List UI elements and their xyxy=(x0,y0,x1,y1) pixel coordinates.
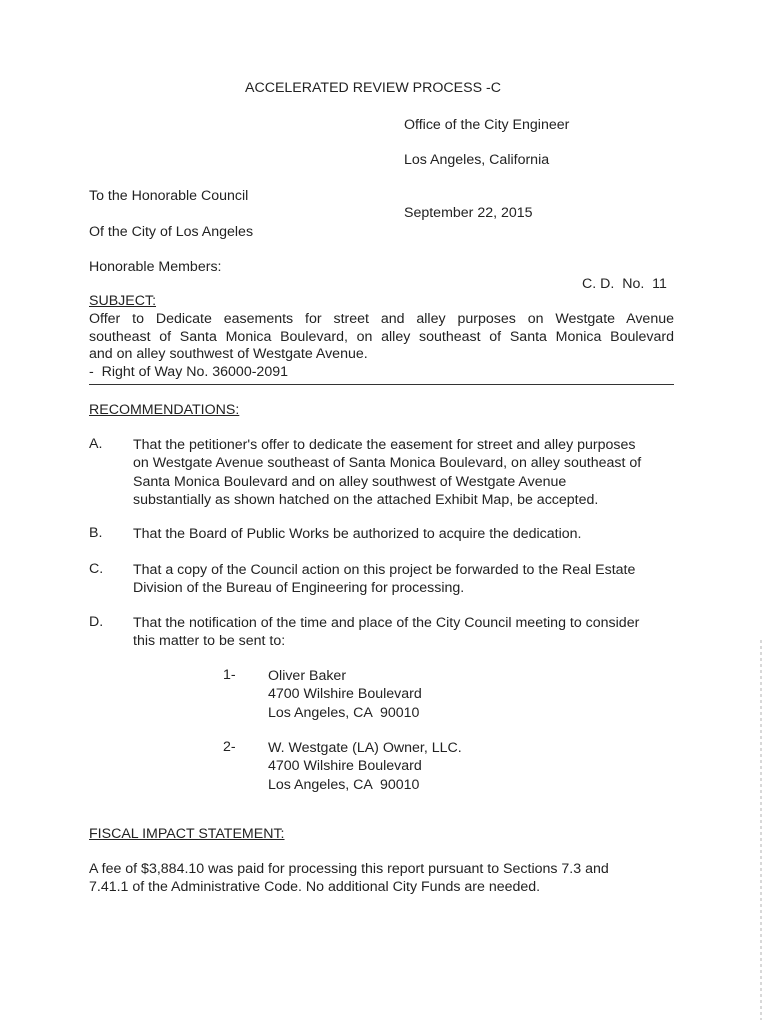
recipient-address xyxy=(268,739,462,794)
recommendation-letter-b: B. xyxy=(89,525,103,541)
recommendation-line: That the notification of the time and place of the City Council meeting to consider xyxy=(133,615,640,631)
recipient-city: Los Angeles, CA 90010 xyxy=(268,704,420,721)
document-date: September 22, 2015 xyxy=(404,205,533,221)
recommendation-line: That the petitioner's offer to dedicate the easement for street and alley purposes xyxy=(133,437,636,453)
salutation: Honorable Members: xyxy=(89,259,222,275)
subject-line: and on alley southwest of Westgate Avenue. xyxy=(89,346,368,362)
recommendation-a xyxy=(133,436,678,509)
recommendation-line: this matter to be sent to: xyxy=(133,633,286,650)
recipient-street: 4700 Wilshire Boulevard xyxy=(268,758,422,775)
recommendations-heading: RECOMMENDATIONS: xyxy=(89,402,240,418)
subject-body xyxy=(89,311,674,381)
recommendation-c xyxy=(133,561,678,598)
fiscal-statement xyxy=(89,860,609,897)
addressee-line-1: To the Honorable Council xyxy=(89,188,249,204)
recipient-number: 1- xyxy=(223,667,236,683)
recommendation-d xyxy=(133,614,678,651)
recommendation-letter-d: D. xyxy=(89,614,104,630)
recommendation-letter-a: A. xyxy=(89,436,103,452)
addressee-line-2: Of the City of Los Angeles xyxy=(89,224,254,240)
recipient-number: 2- xyxy=(223,739,236,755)
subject-divider xyxy=(89,384,674,385)
recommendation-line: substantially as shown hatched on the attached Exhibit Map, be accepted. xyxy=(133,491,599,508)
office-name: Office of the City Engineer xyxy=(404,117,570,133)
subject-line: southeast of Santa Monica Boulevard, on alley southeast of Santa Monica Boulevard xyxy=(89,328,674,345)
recipient-name: W. Westgate (LA) Owner, LLC. xyxy=(268,740,462,756)
subject-line: Offer to Dedicate easements for street and alley purposes on Westgate Avenue xyxy=(89,311,674,327)
council-district: C. D. No. 11 xyxy=(582,276,667,292)
recipient-city: Los Angeles, CA 90010 xyxy=(268,776,420,793)
recommendation-line: Division of the Bureau of Engineering for processing. xyxy=(133,580,465,597)
recipient-street: 4700 Wilshire Boulevard xyxy=(268,686,422,703)
right-of-way-line: - Right of Way No. 36000-2091 xyxy=(89,363,288,380)
recipient-name: Oliver Baker xyxy=(268,668,347,684)
document-title: ACCELERATED REVIEW PROCESS -C xyxy=(245,80,501,96)
fiscal-line: A fee of $3,884.10 was paid for processing this report pursuant to Sections 7.3 and xyxy=(89,861,609,877)
recommendation-b xyxy=(133,525,678,543)
recommendation-line: That a copy of the Council action on this project be forwarded to the Real Estate xyxy=(133,562,636,578)
recipient-address xyxy=(268,667,422,722)
scan-edge-artifact xyxy=(760,640,762,1020)
office-location: Los Angeles, California xyxy=(404,152,550,168)
recommendation-letter-c: C. xyxy=(89,561,104,577)
fiscal-line: 7.41.1 of the Administrative Code. No additional City Funds are needed. xyxy=(89,879,541,896)
recommendation-line: Santa Monica Boulevard and on alley southwest of Westgate Avenue xyxy=(133,473,567,490)
recommendation-line: on Westgate Avenue southeast of Santa Monica Boulevard, on alley southeast of xyxy=(133,455,642,472)
subject-heading: SUBJECT: xyxy=(89,293,157,309)
recommendation-line: That the Board of Public Works be authorized to acquire the dedication. xyxy=(133,526,582,542)
fiscal-heading: FISCAL IMPACT STATEMENT: xyxy=(89,826,285,842)
